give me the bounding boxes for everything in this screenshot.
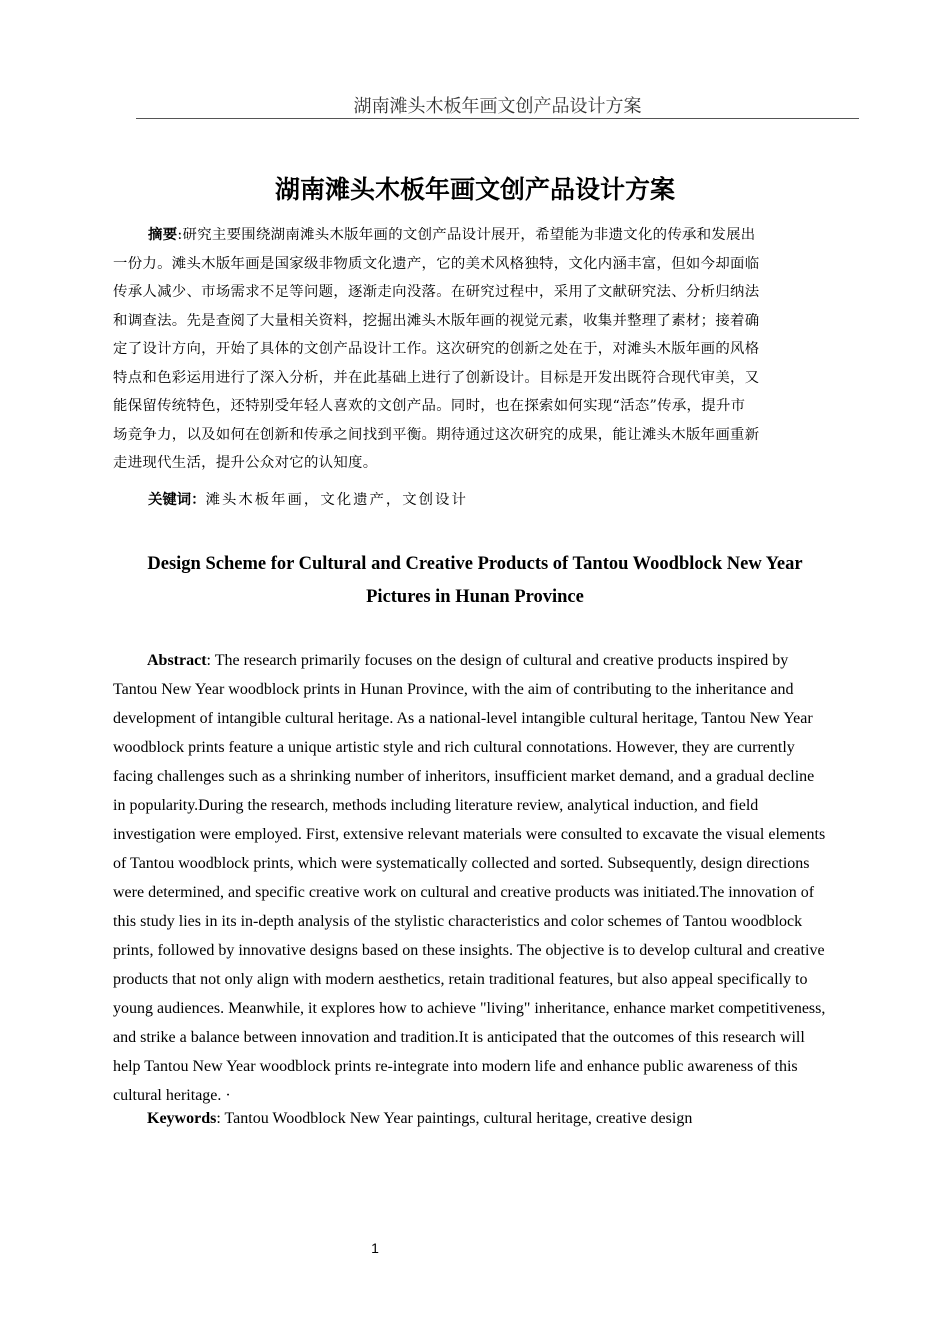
english-title-line: Design Scheme for Cultural and Creative Products of Tantou Woodblock New Year	[147, 554, 803, 574]
abstract-en-label: Abstract	[147, 652, 207, 669]
abstract-en-line: development of intangible cultural heritage. As a national-level intangible cultural heritage, Tantou New Year	[113, 710, 813, 727]
abstract-en-line: woodblock prints feature a unique artistic style and rich cultural connotations. However, they are currently	[113, 739, 795, 756]
abstract-en-line: help Tantou New Year woodblock prints re-integrate into modern life and enhance public awareness of this	[113, 1058, 798, 1075]
keywords-en-value: : Tantou Woodblock New Year paintings, cultural heritage, creative design	[216, 1110, 693, 1127]
abstract-en-line: young audiences. Meanwhile, it explores how to achieve "living" inheritance, enhance market competitiveness,	[113, 1000, 826, 1017]
english-title-line: Pictures in Hunan Province	[366, 587, 584, 607]
keywords-en-label: Keywords	[147, 1110, 217, 1127]
keywords-cn-value: 滩头木板年画，文化遗产，文创设计	[205, 492, 468, 508]
abstract-cn-line: 能保留传统特色，还特别受年轻人喜欢的文创产品。同时，也在探索如何实现“活态”传承，提升市	[113, 398, 746, 414]
abstract-cn-line: 摘要:研究主要围绕湖南滩头木版年画的文创产品设计展开，希望能为非遗文化的传承和发展出	[148, 227, 756, 243]
keywords-cn	[148, 488, 468, 509]
abstract-cn-line: 特点和色彩运用进行了深入分析，并在此基础上进行了创新设计。目标是开发出既符合现代审美，又	[113, 369, 760, 386]
abstract-en-line: facing challenges such as a shrinking number of inheritors, insufficient market demand, and a gradual decline	[113, 768, 815, 785]
abstract-cn-line: 场竞争力，以及如何在创新和传承之间找到平衡。期待通过这次研究的成果，能让滩头木版年画重新	[113, 426, 760, 443]
abstract-cn-line: 和调查法。先是查阅了大量相关资料，挖掘出滩头木版年画的视觉元素，收集并整理了素材；接着确	[113, 312, 760, 329]
english-title	[0, 548, 950, 614]
keywords-cn-label: 关键词：	[148, 492, 206, 508]
abstract-en-line: and strike a balance between innovation and tradition.It is anticipated that the outcomes of this research will	[113, 1029, 805, 1046]
abstract-en-line: in popularity.During the research, methods including literature review, analytical induction, and field	[113, 797, 759, 814]
abstract-en-line: products that not only align with modern aesthetics, retain traditional features, but also appeal specifically to	[113, 971, 808, 988]
abstract-cn-line: 定了设计方向，开始了具体的文创产品设计工作。这次研究的创新之处在于，对滩头木版年画的风格	[113, 341, 760, 357]
abstract-cn-line: 传承人减少、市场需求不足等问题，逐渐走向没落。在研究过程中，采用了文献研究法、分析归纳法	[113, 284, 760, 300]
abstract-en-line: Abstract: The research primarily focuses on the design of cultural and creative products inspired by	[147, 652, 789, 669]
abstract-en-line: this study lies in its in-depth analysis of the stylistic characteristics and color schemes of Tantou woodblock	[113, 913, 803, 930]
page-number: 1	[371, 1240, 379, 1256]
abstract-cn-line: 一份力。滩头木版年画是国家级非物质文化遗产，它的美术风格独特，文化内涵丰富，但如今却面临	[113, 255, 760, 272]
running-header: 湖南滩头木板年画文创产品设计方案	[353, 96, 642, 117]
document-title: 湖南滩头木板年画文创产品设计方案	[274, 175, 675, 204]
header-rule	[136, 118, 859, 119]
abstract-en-line: of Tantou woodblock prints, which were systematically collected and sorted. Subsequently, design directions	[113, 855, 810, 872]
abstract-en-line: Tantou New Year woodblock prints in Hunan Province, with the aim of contributing to the inheritance and	[113, 681, 794, 698]
abstract-en-line: investigation were employed. First, extensive relevant materials were consulted to excavate the visual elements	[113, 826, 826, 843]
keywords-en	[147, 1110, 692, 1128]
abstract-cn-line: 走进现代生活，提升公众对它的认知度。	[113, 455, 378, 471]
abstract-cn-label: 摘要	[148, 227, 178, 243]
abstract-en-line: prints, followed by innovative designs based on these insights. The objective is to develop cultural and creative	[113, 942, 825, 959]
abstract-en	[113, 646, 873, 1110]
abstract-cn	[113, 221, 863, 478]
abstract-en-line: were determined, and specific creative work on cultural and creative products was initiated.The innovation of	[113, 884, 815, 901]
abstract-en-line: cultural heritage. ·	[113, 1087, 231, 1104]
